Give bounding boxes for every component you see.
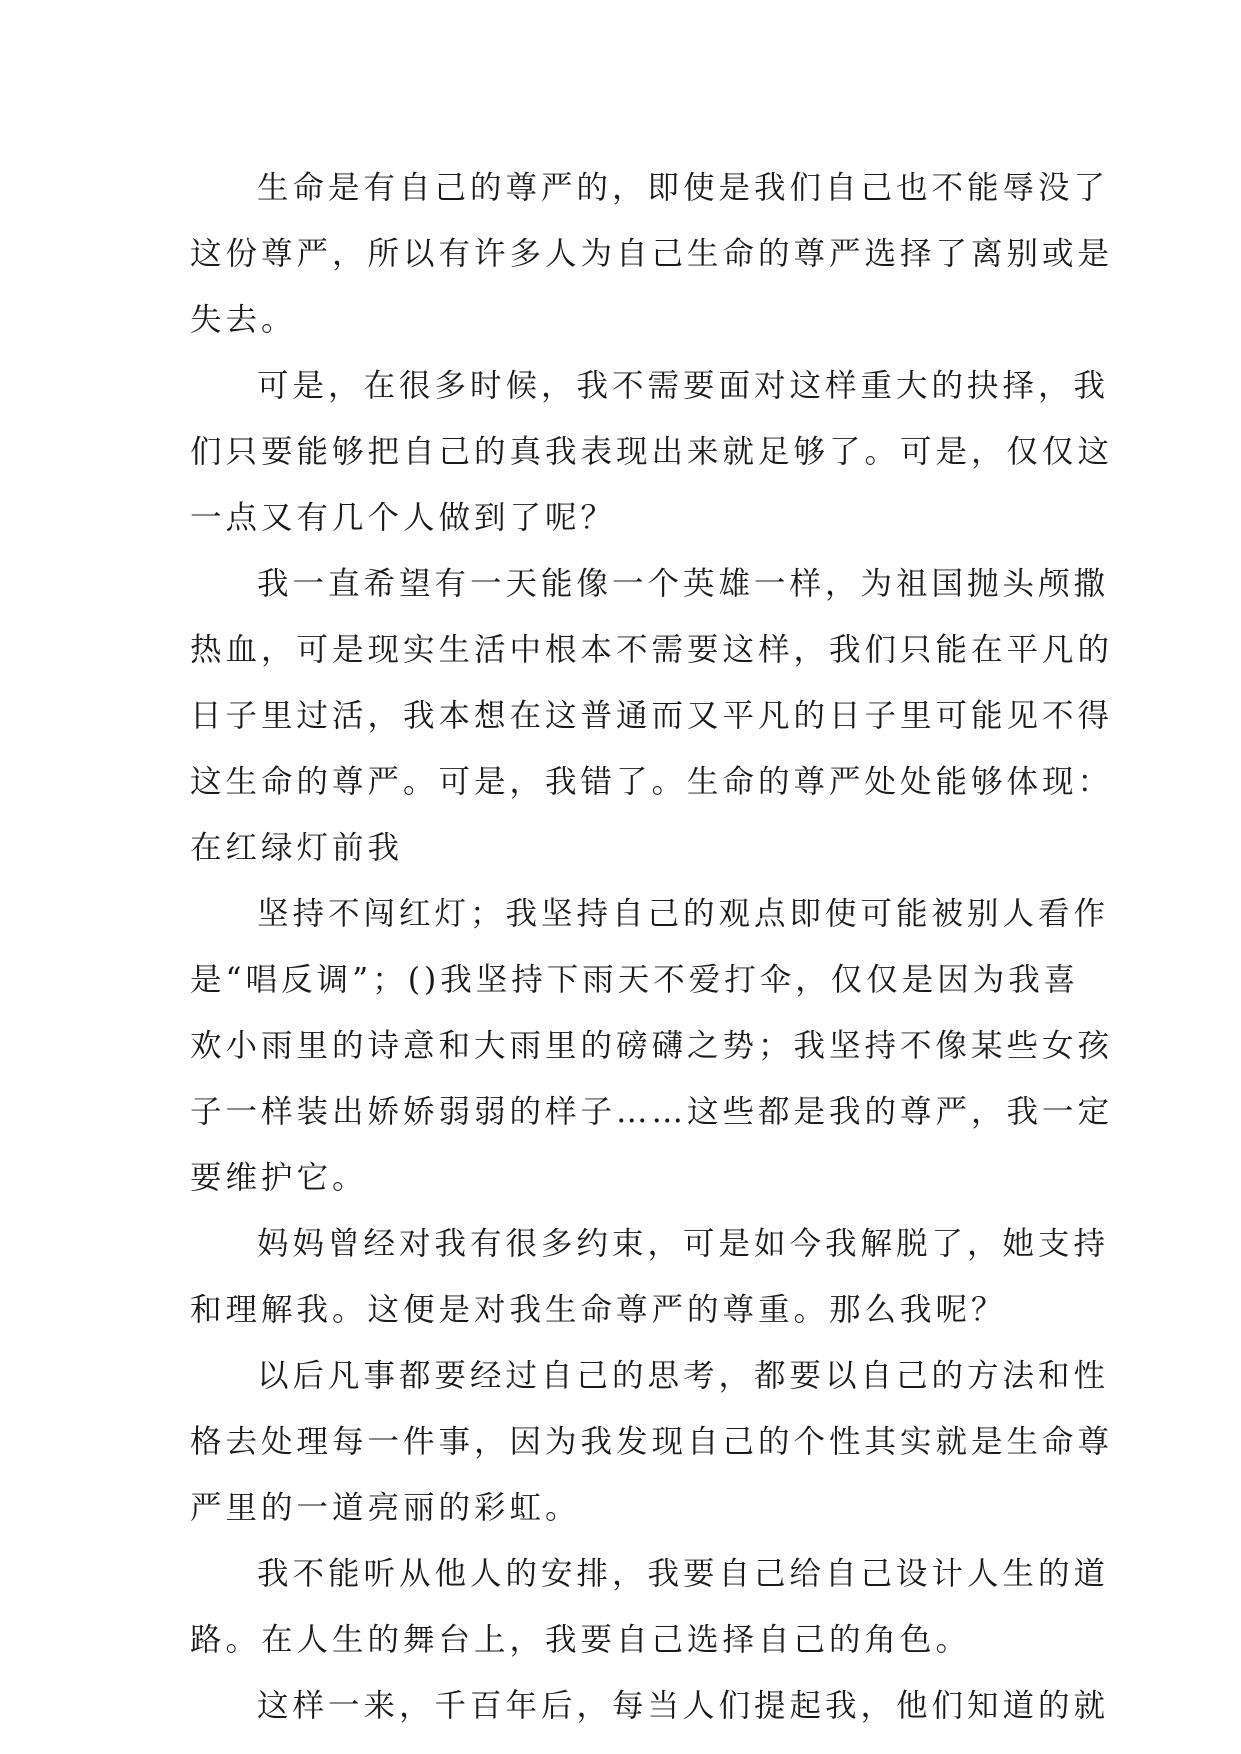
text-line: 要维护它。 xyxy=(190,1160,368,1196)
text-line: 们只要能够把自己的真我表现出来就足够了。可是，仅仅这 xyxy=(190,434,1114,470)
paragraph-3 xyxy=(190,551,1114,881)
text-line: 妈妈曾经对我有很多约束，可是如今我解脱了，她支持 xyxy=(257,1226,1110,1262)
text-line: 和理解我。这便是对我生命尊严的尊重。那么我呢？ xyxy=(190,1292,1007,1328)
text-line: 我不能听从他人的安排，我要自己给自己设计人生的道 xyxy=(257,1556,1110,1592)
text-line: 坚持不闯红灯；我坚持自己的观点即使可能被别人看作 xyxy=(257,896,1110,932)
paragraph-1 xyxy=(190,155,1114,353)
text-line: 生命是有自己的尊严的，即使是我们自己也不能辱没了 xyxy=(257,170,1110,206)
paragraph-7 xyxy=(190,1541,1110,1673)
document-body xyxy=(190,155,1114,1739)
text-line: 欢小雨里的诗意和大雨里的磅礴之势；我坚持不像某些女孩 xyxy=(190,1028,1114,1064)
text-line: 热血，可是现实生活中根本不需要这样，我们只能在平凡的 xyxy=(190,632,1114,668)
text-line: 是“唱反调”；()我坚持下雨天不爱打伞，仅仅是因为我喜 xyxy=(190,962,1080,998)
text-line: 子一样装出娇娇弱弱的样子……这些都是我的尊严，我一定 xyxy=(190,1094,1114,1130)
text-line: 可是，在很多时候，我不需要面对这样重大的抉择，我 xyxy=(257,368,1110,404)
paragraph-2 xyxy=(190,353,1114,551)
text-line: 我一直希望有一天能像一个英雄一样，为祖国抛头颅撒 xyxy=(257,566,1110,602)
text-line: 日子里过活，我本想在这普通而又平凡的日子里可能见不得 xyxy=(190,698,1114,734)
text-line: 路。在人生的舞台上，我要自己选择自己的角色。 xyxy=(190,1622,972,1658)
text-line: 失去。 xyxy=(190,302,297,338)
text-line: 这份尊严，所以有许多人为自己生命的尊严选择了离别或是 xyxy=(190,236,1114,272)
paragraph-6 xyxy=(190,1343,1114,1541)
paragraph-8 xyxy=(190,1673,1110,1739)
text-line: 这生命的尊严。可是，我错了。生命的尊严处处能够体现： xyxy=(190,764,1114,800)
text-line: 在红绿灯前我 xyxy=(190,830,404,866)
text-line: 格去处理每一件事，因为我发现自己的个性其实就是生命尊 xyxy=(190,1424,1114,1460)
text-line: 一点又有几个人做到了呢？ xyxy=(190,500,617,536)
text-line: 严里的一道亮丽的彩虹。 xyxy=(190,1490,581,1526)
paragraph-5 xyxy=(190,1211,1110,1343)
paragraph-4 xyxy=(190,881,1114,1211)
text-line: 这样一来，千百年后，每当人们提起我，他们知道的就 xyxy=(257,1688,1110,1724)
text-line: 以后凡事都要经过自己的思考，都要以自己的方法和性 xyxy=(257,1358,1110,1394)
